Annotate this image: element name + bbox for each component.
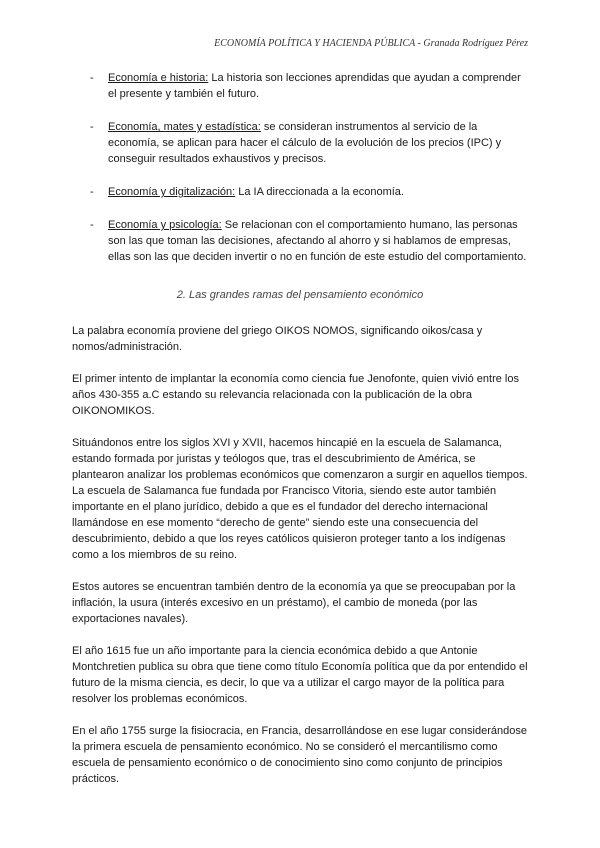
bullet-item-economia-psicologia — [88, 217, 528, 265]
bullet-text: La IA direccionada a la economía. — [235, 186, 404, 198]
bullet-dash: - — [90, 219, 94, 231]
paragraph-etimologia: La palabra economía proviene del griego OIKOS NOMOS, significando oikos/casa y nomos/administración. — [72, 325, 483, 353]
bullet-text: Se relacionan con el comportamiento humano, las personas son las que toman las decisiones, afectando al ahorro y si hablamos de empresas, ellas son las que deciden invertir o no en función de este estudio del comportamiento. — [108, 219, 527, 263]
page-header: ECONOMÍA POLÍTICA Y HACIENDA PÚBLICA - Granada Rodríguez Pérez — [214, 38, 528, 49]
bullet-term: Economía y digitalización: — [108, 186, 236, 198]
bullet-dash: - — [90, 186, 94, 198]
bullet-dash: - — [90, 121, 94, 133]
body-text — [72, 323, 528, 803]
bullet-item-economia-digitalizacion — [88, 184, 528, 200]
section-title: 2. Las grandes ramas del pensamiento económico — [176, 289, 424, 301]
paragraph-inflacion-usura: Estos autores se encuentran también dentro de la economía ya que se preocupaban por la inflación, la usura (interés excesivo en un préstamo), el cambio de moneda (por las exportaciones navales). — [72, 581, 516, 625]
bullet-list — [88, 70, 528, 282]
paragraph-escuela-salamanca: Situándonos entre los siglos XVI y XVII, hacemos hincapié en la escuela de Salamanca, estando formada por juristas y teólogos que, tras el descubrimiento de América, se plantearon analizar los problemas económicos que comenzaron a surgir en aquellos tiempos. La escuela de Salamanca fue fundada por Francisco Vitoria, siendo este autor también importante en el plano jurídico, debido a que es el fundador del derecho internacional llamándose en ese momento “derecho de gente” siendo este una consecuencia del descubrimiento, debido a que los reyes católicos quisieron proteger tanto a los indígenas como a los miembros de su reino. — [72, 437, 528, 561]
bullet-dash: - — [90, 72, 94, 84]
paragraph-fisiocracia: En el año 1755 surge la fisiocracia, en Francia, desarrollándose en ese lugar considerándose la primera escuela de pensamiento económico. No se consideró el mercantilismo como escuela de pensamiento económico o de conocimiento sino como conjunto de principios prácticos. — [72, 725, 527, 785]
bullet-term: Economía y psicología: — [108, 219, 222, 231]
bullet-text: se consideran instrumentos al servicio de la economía, se aplican para hacer el cálculo de la evolución de los precios (IPC) y conseguir resultados exhaustivos y precisos. — [108, 121, 502, 165]
bullet-item-economia-mates — [88, 119, 528, 167]
bullet-text: La historia son lecciones aprendidas que ayudan a comprender el presente y también el futuro. — [108, 72, 521, 100]
bullet-term: Economía e historia: — [108, 72, 209, 84]
bullet-item-economia-historia — [88, 70, 528, 102]
paragraph-montchretien: El año 1615 fue un año importante para la ciencia económica debido a que Antonie Montchretien publica su obra que tiene como título Economía política que da por entendido el futuro de la misma ciencia, es decir, lo que va a utilizar el cargo mayor de la política para resolver los problemas económicos. — [72, 645, 528, 705]
bullet-term: Economía, mates y estadística: — [108, 121, 261, 133]
paragraph-jenofonte: El primer intento de implantar la economía como ciencia fue Jenofonte, quien vivió entre los años 430-355 a.C estando su relevancia relacionada con la publicación de la obra OIKONOMIKOS. — [72, 373, 519, 417]
